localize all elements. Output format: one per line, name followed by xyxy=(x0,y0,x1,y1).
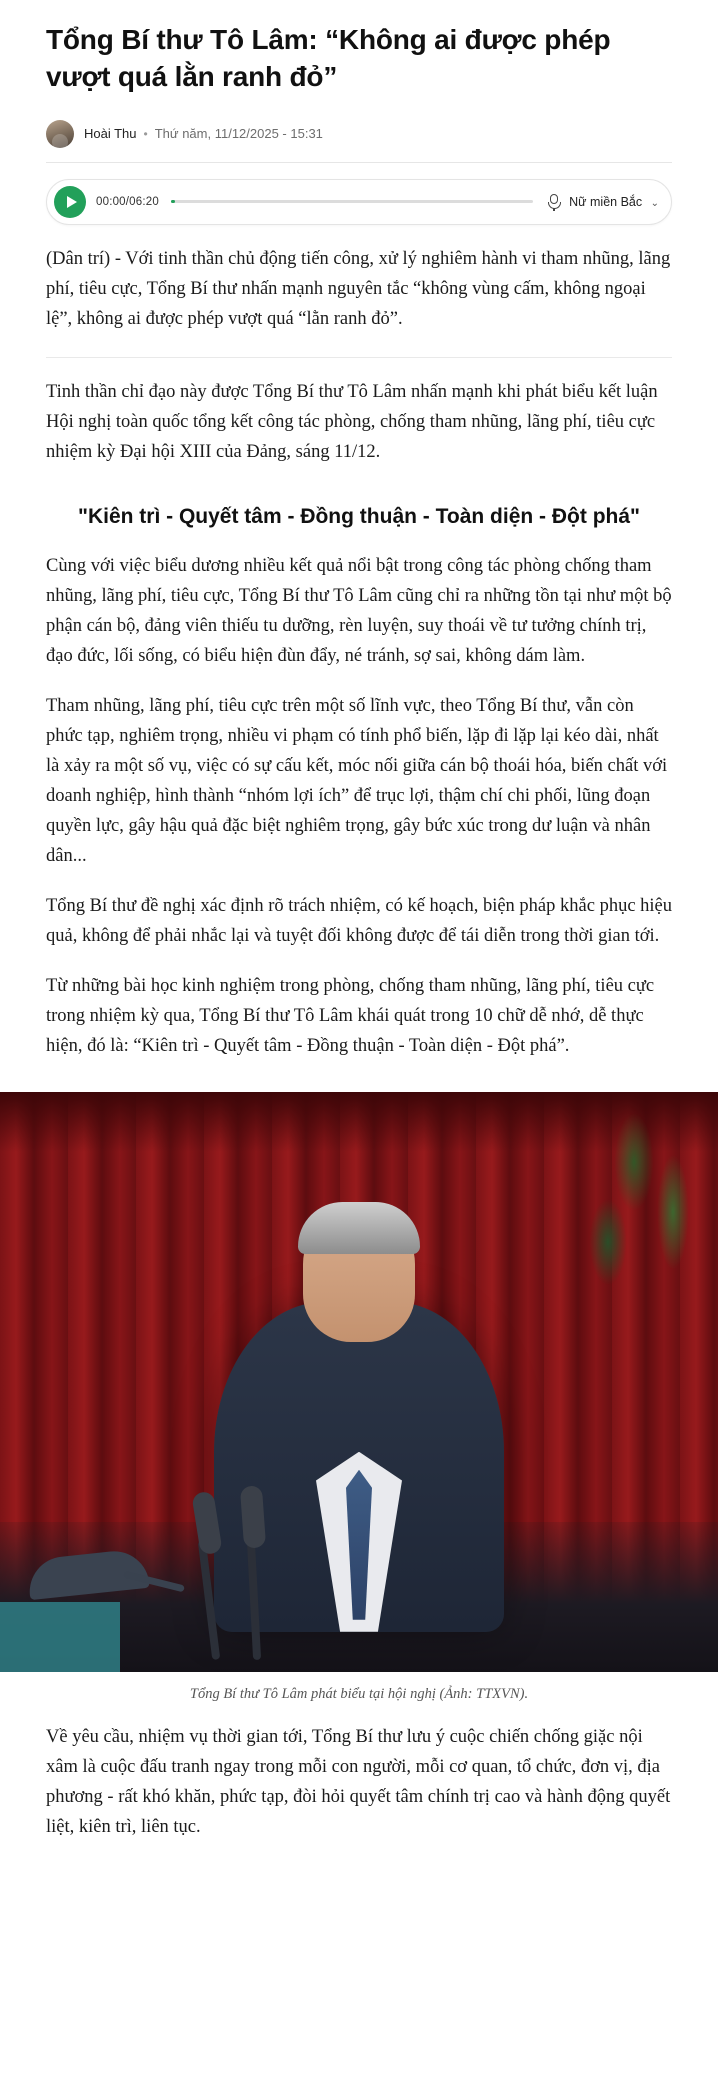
byline-text xyxy=(84,126,323,141)
article-paragraph: Về yêu cầu, nhiệm vụ thời gian tới, Tổng Bí thư lưu ý cuộc chiến chống giặc nội xâm là cuộc đấu tranh ngay trong mỗi con người, mỗi cơ quan, tổ chức, đơn vị, địa phương - rất khó khăn, phức tạp, đòi hỏi quyết tâm chính trị cao và hành động quyết liệt, kiên trì, liên tục. xyxy=(46,1726,671,1837)
audio-time-label: 00:00/06:20 xyxy=(96,195,159,208)
author-name[interactable]: Hoài Thu xyxy=(84,126,137,142)
microphone-icon xyxy=(545,193,563,211)
image-foreground-object xyxy=(0,1602,120,1672)
chevron-down-icon: ⌄ xyxy=(650,197,659,209)
microphone-stem xyxy=(553,208,555,211)
publish-date: Thứ năm, 11/12/2025 - 15:31 xyxy=(154,126,323,142)
audio-progress-fill xyxy=(171,200,175,203)
audio-progress-slider[interactable] xyxy=(171,200,533,203)
article-page xyxy=(0,22,718,2091)
play-button[interactable] xyxy=(54,186,86,218)
image-speaker-hair xyxy=(298,1202,420,1254)
article-container-tail xyxy=(0,1723,718,1843)
article-sapo: (Dân trí) - Với tinh thần chủ động tiến công, xử lý nghiêm hành vi tham nhũng, lãng phí, tiêu cực, Tổng Bí thư nhấn mạnh nguyên tắc “không vùng cấm, không ngoại lệ”, không ai được phép vượt quá “lằn ranh đỏ”. xyxy=(46,245,672,358)
article-image xyxy=(0,1092,718,1672)
play-icon xyxy=(67,196,77,208)
article-figure xyxy=(0,1092,718,1703)
image-plant xyxy=(582,1102,712,1302)
article-paragraph: Cùng với việc biểu dương nhiều kết quả nổi bật trong công tác phòng chống tham nhũng, lãng phí, tiêu cực, Tổng Bí thư Tô Lâm cũng chỉ ra những tồn tại như một bộ phận cán bộ, đảng viên thiếu tu dưỡng, rèn luyện, suy thoái về tư tưởng chính trị, đạo đức, lối sống, có biểu hiện đùn đẩy, né tránh, sợ sai, không dám làm. xyxy=(46,556,672,667)
page-title: Tổng Bí thư Tô Lâm: “Không ai được phép vượt quá lằn ranh đỏ” xyxy=(46,24,611,92)
article-paragraph: Tham nhũng, lãng phí, tiêu cực trên một số lĩnh vực, theo Tổng Bí thư, vẫn còn phức tạp, nghiêm trọng, nhiều vi phạm có tính phổ biến, lặp đi lặp lại kéo dài, nhất là xảy ra một số vụ, việc có sự cấu kết, móc nối giữa cán bộ thoái hóa, biến chất với doanh nghiệp, hình thành “nhóm lợi ích” để trục lợi, thậm chí chi phối, lũng đoạn quyền lực, gây hậu quả đặc biệt nghiêm trọng, gây bức xúc trong dư luận và nhân dân... xyxy=(46,696,668,866)
voice-select-label: Nữ miền Bắc xyxy=(569,194,643,209)
voice-select[interactable] xyxy=(569,195,659,209)
article-paragraph: Tinh thần chỉ đạo này được Tổng Bí thư Tô Lâm nhấn mạnh khi phát biểu kết luận Hội nghị toàn quốc tổng kết công tác phòng, chống tham nhũng, lãng phí, tiêu cực nhiệm kỳ Đại hội XIII của Đảng, sáng 11/12. xyxy=(46,381,658,462)
article-container xyxy=(0,22,718,1062)
byline-separator: • xyxy=(143,126,148,141)
image-microphone-head xyxy=(240,1485,266,1548)
section-subheading: "Kiên trì - Quyết tâm - Đồng thuận - Toàn diện - Đột phá" xyxy=(78,504,640,528)
avatar xyxy=(46,120,74,148)
audio-player[interactable] xyxy=(46,179,672,225)
article-paragraph: Tổng Bí thư đề nghị xác định rõ trách nhiệm, có kế hoạch, biện pháp khắc phục hiệu quả, không để phải nhắc lại và tuyệt đối không được để tái diễn trong thời gian tới. xyxy=(46,895,673,946)
byline xyxy=(46,120,672,163)
image-caption: Tổng Bí thư Tô Lâm phát biểu tại hội nghị (Ảnh: TTXVN). xyxy=(189,1685,529,1702)
article-paragraph: Từ những bài học kinh nghiệm trong phòng, chống tham nhũng, lãng phí, tiêu cực trong nhiệm kỳ qua, Tổng Bí thư Tô Lâm khái quát trong 10 chữ dễ nhớ, dễ thực hiện, đó là: “Kiên trì - Quyết tâm - Đồng thuận - Toàn diện - Đột phá”. xyxy=(46,975,655,1056)
